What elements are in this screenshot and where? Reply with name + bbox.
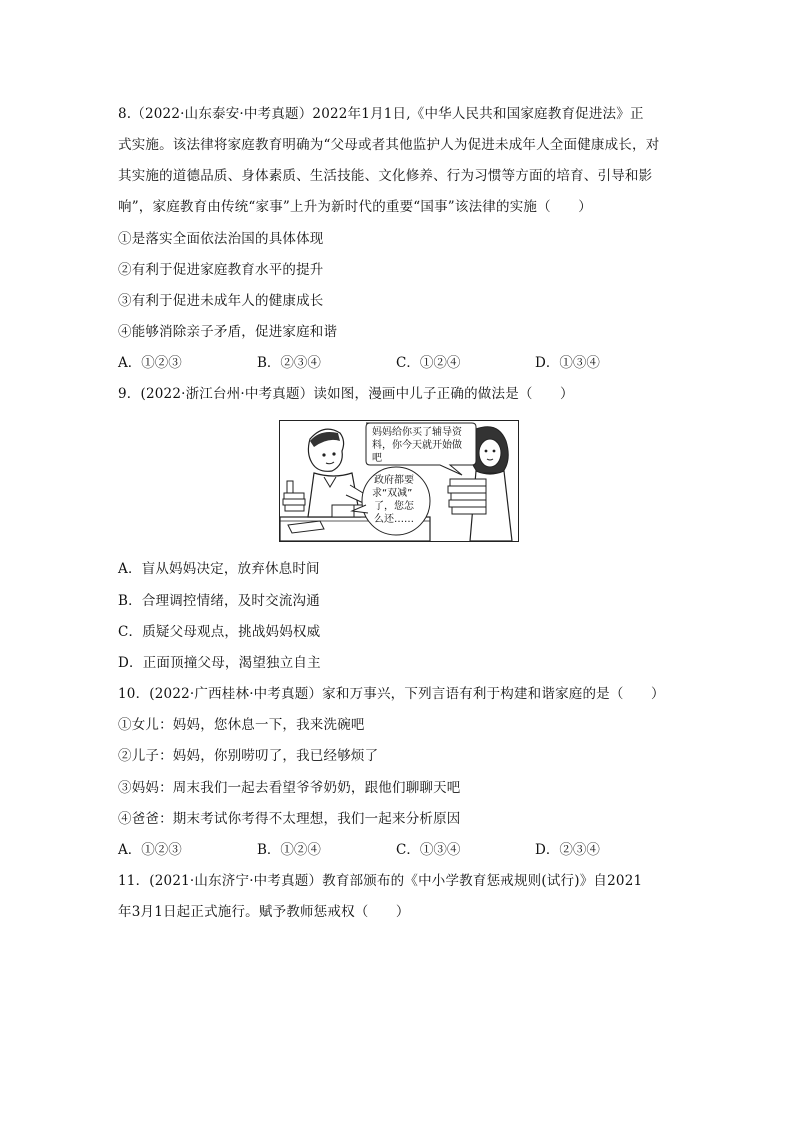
- son-bubble-line: 么还……: [374, 514, 414, 525]
- q9-option-a[interactable]: A．盲从妈妈决定，放弃休息时间: [118, 561, 320, 577]
- q10-stem: 10．(2022·广西桂林·中考真题）家和万事兴，下列言语有利于构建和谐家庭的是（ ）: [118, 686, 665, 702]
- comic-illustration: [279, 420, 519, 542]
- q10-option-c[interactable]: C．①③④: [396, 842, 461, 858]
- mom-bubble-line: 吧: [372, 453, 382, 464]
- q8-statement: ③有利于促进未成年人的健康成长: [118, 293, 324, 309]
- q8-option-a[interactable]: A．①②③: [118, 355, 182, 371]
- son-bubble-line: 政府都要: [374, 475, 414, 486]
- q8-option-d[interactable]: D．①③④: [535, 355, 600, 371]
- q10-statement: ①女儿：妈妈，您休息一下，我来洗碗吧: [118, 717, 365, 733]
- q8-stem-line: 式实施。该法律将家庭教育明确为“父母或者其他监护人为促进未成年人全面健康成长，对: [118, 137, 660, 153]
- q8-statement: ①是落实全面依法治国的具体体现: [118, 231, 324, 247]
- q8-statement: ④能够消除亲子矛盾，促进家庭和谐: [118, 324, 338, 340]
- q11-stem-line: 年3月1日起正式施行。赋予教师惩戒权（ ）: [118, 904, 410, 920]
- q8-stem-line: 8.（2022·山东泰安·中考真题）2022年1月1日,《中华人民共和国家庭教育促进法》正: [118, 106, 644, 122]
- q8-option-c[interactable]: C．①②④: [396, 355, 461, 371]
- q8-statement: ②有利于促进家庭教育水平的提升: [118, 262, 324, 278]
- q10-statement: ③妈妈：周末我们一起去看望爷爷奶奶，跟他们聊聊天吧: [118, 780, 461, 796]
- q8-option-b[interactable]: B．②③④: [257, 355, 321, 371]
- q10-option-d[interactable]: D．②③④: [535, 842, 600, 858]
- mom-bubble-line: 妈妈给你买了辅导资: [372, 427, 462, 438]
- q10-statement: ④爸爸：期末考试你考得不太理想，我们一起来分析原因: [118, 811, 461, 827]
- book-stack-icon: [284, 493, 304, 499]
- son-bubble-line: 了，您怎: [374, 501, 414, 512]
- book-stack-icon: [450, 479, 486, 486]
- son-bubble-line: 求“双减”: [372, 488, 413, 499]
- q10-statement: ②儿子：妈妈，你别唠叨了，我已经够烦了: [118, 748, 379, 764]
- comic-drawing: [280, 421, 518, 541]
- q9-stem: 9．(2022·浙江台州·中考真题）读如图，漫画中儿子正确的做法是（ ）: [118, 386, 574, 402]
- q9-option-d[interactable]: D．正面顶撞父母，渴望独立自主: [118, 655, 321, 671]
- q10-option-b[interactable]: B．①②④: [257, 842, 321, 858]
- q9-option-b[interactable]: B．合理调控情绪，及时交流沟通: [118, 593, 320, 609]
- q9-option-c[interactable]: C．质疑父母观点，挑战妈妈权威: [118, 624, 321, 640]
- q8-stem-line: 其实施的道德品质、身体素质、生活技能、文化修养、行为习惯等方面的培育、引导和影: [118, 168, 653, 184]
- q10-option-a[interactable]: A．①②③: [118, 842, 182, 858]
- q8-stem-line: 响”，家庭教育由传统“家事”上升为新时代的重要“国事”该法律的实施（ ）: [118, 199, 592, 215]
- mom-speech-bubble: [366, 423, 476, 475]
- q11-stem-line: 11．(2021·山东济宁·中考真题）教育部颁布的《中小学教育惩戒规则(试行)》自2021: [118, 873, 643, 889]
- mom-bubble-line: 料，你今天就开始做: [372, 440, 462, 451]
